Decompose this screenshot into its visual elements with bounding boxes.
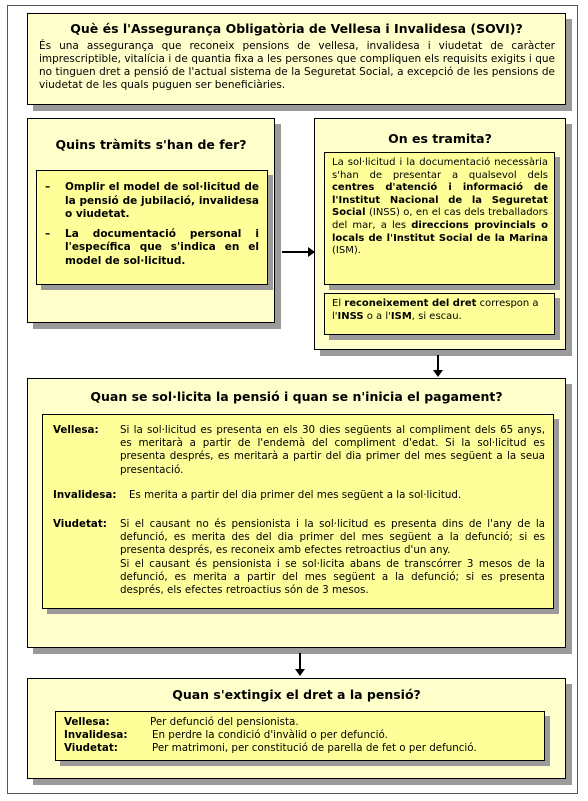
sovi-box — [27, 13, 566, 105]
tramits-list — [36, 170, 268, 285]
row-label: Viudetat: — [53, 518, 107, 530]
on-text-bold: ISM — [390, 310, 412, 322]
quan-box — [27, 378, 566, 648]
on-title: On es tramita? — [388, 131, 492, 146]
tramits-title: Quins tràmits s'han de fer? — [55, 137, 247, 152]
on-text-part: correspon a l' — [332, 298, 539, 322]
list-dash: – — [45, 181, 51, 193]
row-text: Si la sol·licitud es presenta en els 30 dies següents al compliment dels 65 anys, es meritarà a partir de l'endemà del compliment d'edat. Si la sol·licitud es presenta després, es meritarà a partir del dia primer del mes següent a la seua presentació. — [120, 424, 545, 476]
sovi-title: Què és l'Assegurança Obligatòria de Vellesa i Invalidesa (SOVI)? — [70, 21, 523, 36]
on-text-bold: INSS — [337, 310, 364, 322]
on-recognition — [324, 293, 555, 335]
row-text: En perdre la condició d'invàlid o per defunció. — [152, 729, 388, 741]
arrow-down — [437, 355, 439, 371]
row-text: Per defunció del pensionista. — [150, 716, 299, 728]
tramits-item-text: La documentació personal i l'específica que s'indica en el model de sol·licitud. — [65, 227, 259, 267]
on-recognition-text — [332, 298, 550, 323]
row-text: Per matrimoni, per constitució de parella de fet o per defunció. — [152, 742, 477, 754]
row-label: Invalidesa: — [53, 489, 117, 501]
on-text-part: La sol·licitud i la documentació necessària s'han de presentar a qualsevol dels — [332, 157, 548, 181]
on-text-bold: centres d'atenció i informació de l'Institut Nacional de la Seguretat Social — [332, 182, 548, 219]
on-where-text — [332, 157, 548, 258]
on-text-part: , si escau. — [411, 310, 462, 322]
row-text-part: Si el causant no és pensionista i la sol·licitud es presenta dins de l'any de la defunció, es merita des del dia primer del mes següent a la defunció; si es presenta després, es reconeix amb efectes retroactius d'un any. — [120, 518, 545, 557]
on-where — [324, 152, 555, 285]
row-label: Vellesa: — [53, 424, 99, 436]
extingix-details — [55, 711, 545, 761]
quan-details — [42, 414, 554, 609]
row-label: Invalidesa: — [64, 729, 128, 741]
row-label: Viudetat: — [64, 742, 118, 754]
arrow-right — [282, 251, 309, 253]
on-text-bold: reconeixement del dret — [344, 298, 477, 309]
quan-title: Quan se sol·licita la pensió i quan se n'inicia el pagament? — [90, 389, 503, 404]
on-text-part: El — [332, 298, 345, 309]
arrow-down — [299, 653, 301, 670]
extingix-title: Quan s'extingix el dret a la pensió? — [172, 687, 421, 702]
row-text — [120, 518, 545, 597]
row-label: Vellesa: — [64, 716, 110, 728]
sovi-text: És una assegurança que reconeix pensions de vellesa, invalidesa i viudetat de caràcter imprescriptible, vitalícia i de quantia fixa a les persones que compliquen els requisits exigits i que no tinguen dret a pensió de l'actual sistema de la Seguretat Social, a excepció de les pensions de viudetat de les quals puguen ser beneficiàries. — [39, 40, 555, 91]
tramits-item — [45, 228, 259, 269]
extingix-box — [27, 678, 566, 779]
row-text-part: Si el causant és pensionista i se sol·licita abans de transcórrer 3 mesos de la defunció, es merita a partir del mes següent a la defunció; si es presenta després, els efectes retroactius són de 3 mesos. — [120, 557, 545, 597]
tramits-box — [27, 118, 275, 323]
on-text-part: (ISM). — [332, 245, 361, 257]
list-dash: – — [45, 227, 51, 240]
on-text-part: o a l' — [363, 310, 391, 322]
row-text: Es merita a partir del dia primer del mes següent a la sol·licitud. — [129, 489, 462, 501]
on-text-part: (INSS) o, en el cas dels treballadors del mar, a les — [332, 207, 548, 231]
on-box — [314, 118, 566, 350]
on-text-bold: direccions provincials o locals de l'Institut Social de la Marina — [332, 219, 549, 244]
tramits-item-text: Omplir el model de sol·licitud de la pensió de jubilació, invalidesa o viudetat. — [65, 181, 259, 220]
tramits-item — [45, 181, 259, 222]
